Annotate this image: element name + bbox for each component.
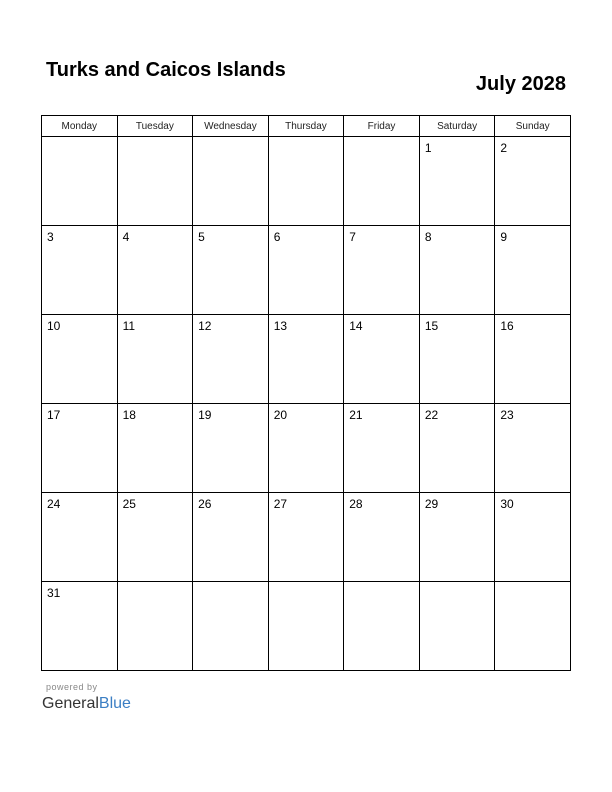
day-number	[118, 582, 193, 586]
day-cell	[344, 315, 420, 404]
day-cell	[495, 582, 571, 671]
day-number: 16	[500, 319, 514, 333]
day-number: 19	[198, 408, 212, 422]
day-cell	[268, 493, 344, 582]
week-row	[42, 226, 571, 315]
day-number	[495, 582, 570, 586]
day-cell	[344, 493, 420, 582]
day-cell	[268, 226, 344, 315]
day-cell	[193, 582, 269, 671]
day-number: 5	[198, 230, 205, 244]
day-number	[420, 582, 495, 586]
day-cell	[419, 404, 495, 493]
day-number: 26	[198, 497, 212, 511]
day-number	[344, 582, 419, 586]
month-year-title: July 2028	[475, 73, 566, 95]
day-number: 4	[122, 230, 130, 244]
day-number: 29	[424, 497, 439, 511]
day-number: 28	[349, 497, 363, 511]
brand-general-text: General	[42, 695, 99, 712]
day-number: 1	[424, 141, 432, 155]
day-cell	[419, 315, 495, 404]
day-cell	[344, 404, 420, 493]
day-cell	[117, 582, 193, 671]
weekday-friday: Friday	[344, 116, 420, 137]
day-cell	[344, 137, 420, 226]
weekday-thursday: Thursday	[268, 116, 344, 137]
day-cell	[495, 226, 571, 315]
day-cell	[117, 226, 193, 315]
day-cell	[193, 315, 269, 404]
day-cell	[117, 493, 193, 582]
day-cell	[42, 404, 118, 493]
day-number: 14	[349, 319, 363, 333]
country-title: Turks and Caicos Islands	[46, 59, 286, 81]
day-cell	[193, 493, 269, 582]
weekday-header-row	[42, 116, 571, 137]
weekday-saturday: Saturday	[419, 116, 495, 137]
day-number: 3	[47, 230, 54, 244]
day-cell	[495, 493, 571, 582]
day-cell	[42, 582, 118, 671]
day-number: 6	[273, 230, 281, 244]
day-cell	[42, 493, 118, 582]
weekday-tuesday: Tuesday	[117, 116, 193, 137]
day-cell	[419, 493, 495, 582]
day-cell	[344, 226, 420, 315]
day-number: 11	[122, 319, 136, 333]
day-cell	[268, 582, 344, 671]
day-number	[118, 137, 193, 141]
powered-by-label: powered by	[46, 682, 98, 692]
day-number: 18	[122, 408, 136, 422]
weekday-wednesday: Wednesday	[193, 116, 269, 137]
day-number: 2	[500, 141, 508, 155]
day-cell	[117, 315, 193, 404]
day-number: 12	[198, 319, 212, 333]
day-cell	[419, 137, 495, 226]
day-number: 22	[424, 408, 439, 422]
day-cell	[268, 315, 344, 404]
day-cell	[42, 315, 118, 404]
day-number: 24	[47, 497, 61, 511]
week-row	[42, 582, 571, 671]
day-number: 9	[500, 230, 508, 244]
day-number: 13	[273, 319, 288, 333]
day-number: 31	[47, 586, 61, 600]
week-row	[42, 137, 571, 226]
day-cell	[419, 226, 495, 315]
brand-blue-text: Blue	[98, 695, 131, 712]
day-cell	[42, 226, 118, 315]
day-number: 27	[273, 497, 288, 511]
day-cell	[193, 226, 269, 315]
day-number: 8	[424, 230, 432, 244]
day-number: 15	[424, 319, 439, 333]
day-number	[193, 582, 268, 586]
day-cell	[419, 582, 495, 671]
weekday-monday: Monday	[42, 116, 118, 137]
day-cell	[268, 137, 344, 226]
generalblue-logo[interactable]	[42, 694, 131, 714]
day-number: 30	[500, 497, 514, 511]
day-cell	[344, 582, 420, 671]
day-number	[193, 137, 268, 141]
day-number	[42, 137, 117, 141]
week-row	[42, 315, 571, 404]
day-cell	[495, 137, 571, 226]
day-number: 17	[47, 408, 61, 422]
day-number	[269, 582, 344, 586]
day-cell	[42, 137, 118, 226]
day-number: 10	[47, 319, 61, 333]
day-number	[344, 137, 419, 141]
day-cell	[268, 404, 344, 493]
day-number: 20	[273, 408, 288, 422]
day-number: 7	[349, 230, 356, 244]
day-number: 25	[122, 497, 136, 511]
day-cell	[495, 404, 571, 493]
calendar-grid	[41, 115, 571, 671]
day-number: 23	[500, 408, 514, 422]
day-number: 21	[349, 408, 363, 422]
weekday-sunday: Sunday	[495, 116, 571, 137]
week-row	[42, 493, 571, 582]
day-cell	[193, 137, 269, 226]
day-number	[269, 137, 344, 141]
day-cell	[193, 404, 269, 493]
day-cell	[117, 404, 193, 493]
day-cell	[117, 137, 193, 226]
week-row	[42, 404, 571, 493]
day-cell	[495, 315, 571, 404]
